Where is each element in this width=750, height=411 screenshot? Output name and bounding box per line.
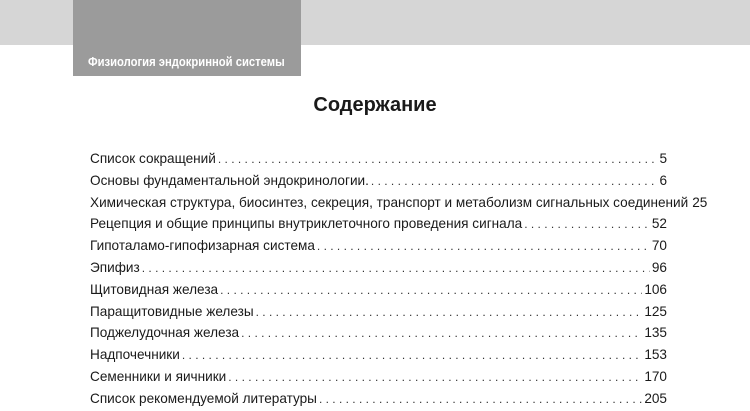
toc-entry-title: Гипоталамо-гипофизарная система: [90, 238, 315, 254]
section-header-box: [73, 0, 301, 76]
toc-leader-dots: [228, 367, 642, 389]
toc-entry-title: Список сокращений: [90, 151, 216, 166]
toc-entry: [90, 213, 667, 235]
toc-leader-dots: [524, 214, 650, 236]
toc-leader-dots: [182, 345, 642, 367]
toc-entry-title: Щитовидная железа: [90, 281, 219, 297]
toc-leader-dots: [256, 302, 643, 324]
page-title: Содержание: [313, 94, 437, 116]
section-header-title: Физиология эндокринной системы: [88, 55, 285, 69]
toc-entry-page: 25: [692, 194, 708, 210]
toc-leader-dots: [371, 171, 658, 193]
toc-entry: [90, 235, 667, 257]
toc-entry-page: 106: [644, 281, 667, 297]
toc-entry-page: 70: [651, 238, 667, 254]
toc-entry-page: 135: [644, 325, 667, 341]
toc-entry-title: Поджелудочная железа: [90, 325, 240, 341]
toc-entry: [90, 192, 708, 214]
toc-entry-title: Химическая структура, биосинтез, секреция, транспорт и метаболизм сигнальных соединений: [90, 194, 689, 210]
toc-entry: [90, 257, 667, 279]
toc-entry: [90, 344, 667, 366]
toc-entry-title: Список рекомендуемой литературы: [90, 390, 317, 406]
toc-entry: [90, 322, 667, 344]
toc-entry-page: 52: [651, 216, 667, 232]
toc-entry: [90, 388, 667, 410]
toc-entry-page: 153: [644, 347, 667, 363]
toc-entry-page: 170: [644, 368, 667, 384]
toc-entry-title: Паращитовидные железы: [90, 303, 254, 319]
table-of-contents: [90, 148, 708, 410]
toc-entry: [90, 301, 667, 323]
toc-entry: [90, 170, 667, 192]
toc-leader-dots: [317, 236, 650, 258]
toc-leader-dots: [319, 389, 642, 411]
toc-entry: [90, 279, 667, 301]
toc-entry-page: 205: [644, 390, 667, 406]
toc-leader-dots: [142, 258, 650, 280]
toc-leader-dots: [218, 149, 658, 171]
toc-entry-page: 6: [659, 172, 667, 188]
toc-entry-title: Рецепция и общие принципы внутриклеточного проведения сигнала: [90, 216, 523, 232]
toc-entry: [90, 148, 667, 170]
toc-leader-dots: [241, 323, 642, 345]
toc-entry-page: 125: [644, 303, 667, 319]
toc-entry-title: Надпочечники: [90, 347, 180, 363]
toc-entry-page: 96: [651, 259, 667, 275]
toc-leader-dots: [220, 280, 642, 302]
toc-entry-title: Семенники и яичники: [90, 368, 227, 384]
toc-entry-page: 5: [659, 151, 667, 166]
toc-entry-title: Основы фундаментальной эндокринологии.: [90, 172, 369, 188]
toc-entry-title: Эпифиз: [90, 259, 140, 275]
toc-entry: [90, 366, 667, 388]
